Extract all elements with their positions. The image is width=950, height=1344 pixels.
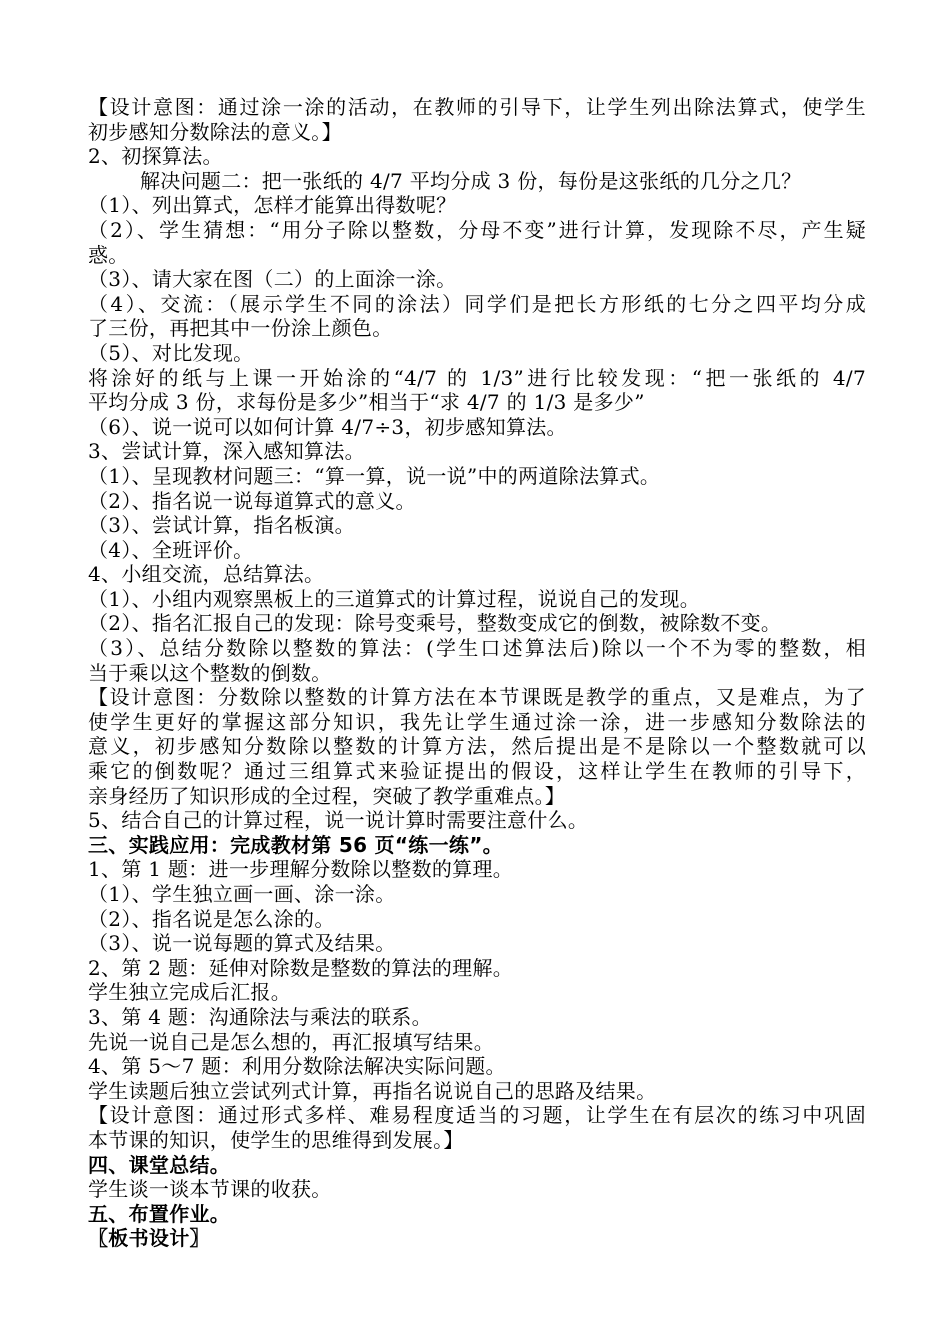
design-intent-3-line-2: 本节课的知识，使学生的思维得到发展。】: [88, 1127, 464, 1152]
section-3-step-1: （1）、呈现教材问题三：“算一算，说一说”中的两道除法算式。: [88, 463, 661, 488]
problem-two: 解决问题二：把一张纸的 4/7 平均分成 3 份，每份是这张纸的几分之几？: [140, 168, 802, 193]
section-4-step-2: （2）、指名汇报自己的发现：除号变乘号，整数变成它的倒数，被除数不变。: [88, 611, 782, 636]
design-intent-1-line-1: 【设计意图：通过涂一涂的活动，在教师的引导下，让学生列出除法算式，使学生: [88, 95, 866, 119]
practice-heading: 三、实践应用：完成教材第 56 页“练一练”。: [88, 832, 503, 857]
homework-heading: 五、布置作业。: [88, 1201, 231, 1226]
design-intent-2-line-2: 使学生更好的掌握这部分知识，我先让学生通过涂一涂，进一步感知分数除法的: [88, 709, 866, 734]
section-3-step-4: （4）、全班评价。: [88, 537, 254, 562]
step-2-line-1: （2）、学生猜想：“用分子除以整数，分母不变”进行计算，发现除不尽，产生疑: [88, 217, 866, 242]
step-6: （6）、说一说可以如何计算 4/7÷3，初步感知算法。: [88, 414, 567, 439]
board-design-heading: 〖板书设计〗: [88, 1226, 210, 1251]
section-3-step-3: （3）、尝试计算，指名板演。: [88, 513, 355, 538]
design-intent-3-line-1: 【设计意图：通过形式多样、难易程度适当的习题，让学生在有层次的练习中巩固: [88, 1103, 866, 1128]
section-4-step-3-line-2: 当于乘以这个整数的倒数。: [88, 660, 332, 685]
practice-q1: 1、第 1 题：进一步理解分数除以整数的算理。: [88, 857, 514, 882]
practice-q1-step-3: （3）、说一说每题的算式及结果。: [88, 931, 396, 956]
design-intent-1-line-2: 初步感知分数除法的意义。】: [88, 119, 342, 144]
practice-q5-7: 4、第 5～7 题：利用分数除法解决实际问题。: [88, 1054, 506, 1079]
design-intent-2-line-1: 【设计意图：分数除以整数的计算方法在本节课既是教学的重点，又是难点，为了: [88, 685, 866, 710]
section-5-heading: 5、结合自己的计算过程，说一说计算时需要注意什么。: [88, 808, 589, 833]
step-4-line-1: （4）、交流：（展示学生不同的涂法）同学们是把长方形纸的七分之四平均分成: [88, 291, 866, 316]
design-intent-2-line-5: 亲身经历了知识形成的全过程，突破了教学重难点。】: [88, 783, 566, 808]
comparison-line-1: 将涂好的纸与上课一开始涂的“4/7 的 1/3”进行比较发现：“把一张纸的 4/7: [88, 365, 866, 390]
step-3: （3）、请大家在图（二）的上面涂一涂。: [88, 267, 457, 292]
step-1: （1）、列出算式，怎样才能算出得数呢？: [88, 193, 457, 218]
section-4-step-1: （1）、小组内观察黑板上的三道算式的计算过程，说说自己的发现。: [88, 586, 701, 611]
section-4-heading: 4、小组交流，总结算法。: [88, 562, 325, 587]
section-2-heading: 2、初探算法。: [88, 144, 223, 169]
summary-text: 学生谈一谈本节课的收获。: [88, 1177, 332, 1202]
summary-heading: 四、课堂总结。: [88, 1152, 231, 1177]
design-intent-2-line-4: 乘它的倒数呢？通过三组算式来验证提出的假设，这样让学生在教师的引导下，: [88, 759, 866, 784]
practice-q4: 3、第 4 题：沟通除法与乘法的联系。: [88, 1004, 432, 1029]
practice-q2-note: 学生独立完成后汇报。: [88, 980, 291, 1005]
step-4-line-2: 了三份，再把其中一份涂上颜色。: [88, 316, 393, 341]
practice-q4-note: 先说一说自己是怎么想的，再汇报填写结果。: [88, 1029, 494, 1054]
design-intent-2-line-3: 意义，初步感知分数除以整数的计算方法，然后提出是不是除以一个整数就可以: [88, 734, 866, 759]
document-page: [88, 95, 866, 1251]
section-4-step-3-line-1: （3）、总结分数除以整数的算法：(学生口述算法后)除以一个不为零的整数，相: [88, 636, 866, 661]
comparison-line-2: 平均分成 3 份，求每份是多少”相当于“求 4/7 的 1/3 是多少”: [88, 390, 645, 415]
section-3-step-2: （2）、指名说一说每道算式的意义。: [88, 488, 416, 513]
step-5: （5）、对比发现。: [88, 340, 254, 365]
practice-q5-7-note: 学生读题后独立尝试列式计算，再指名说说自己的思路及结果。: [88, 1078, 657, 1103]
practice-q2: 2、第 2 题：延伸对除数是整数的算法的理解。: [88, 955, 514, 980]
step-2-line-2: 惑。: [88, 242, 129, 267]
practice-q1-step-1: （1）、学生独立画一画、涂一涂。: [88, 882, 396, 906]
practice-q1-step-2: （2）、指名说是怎么涂的。: [88, 906, 335, 931]
section-3-heading: 3、尝试计算，深入感知算法。: [88, 439, 365, 464]
